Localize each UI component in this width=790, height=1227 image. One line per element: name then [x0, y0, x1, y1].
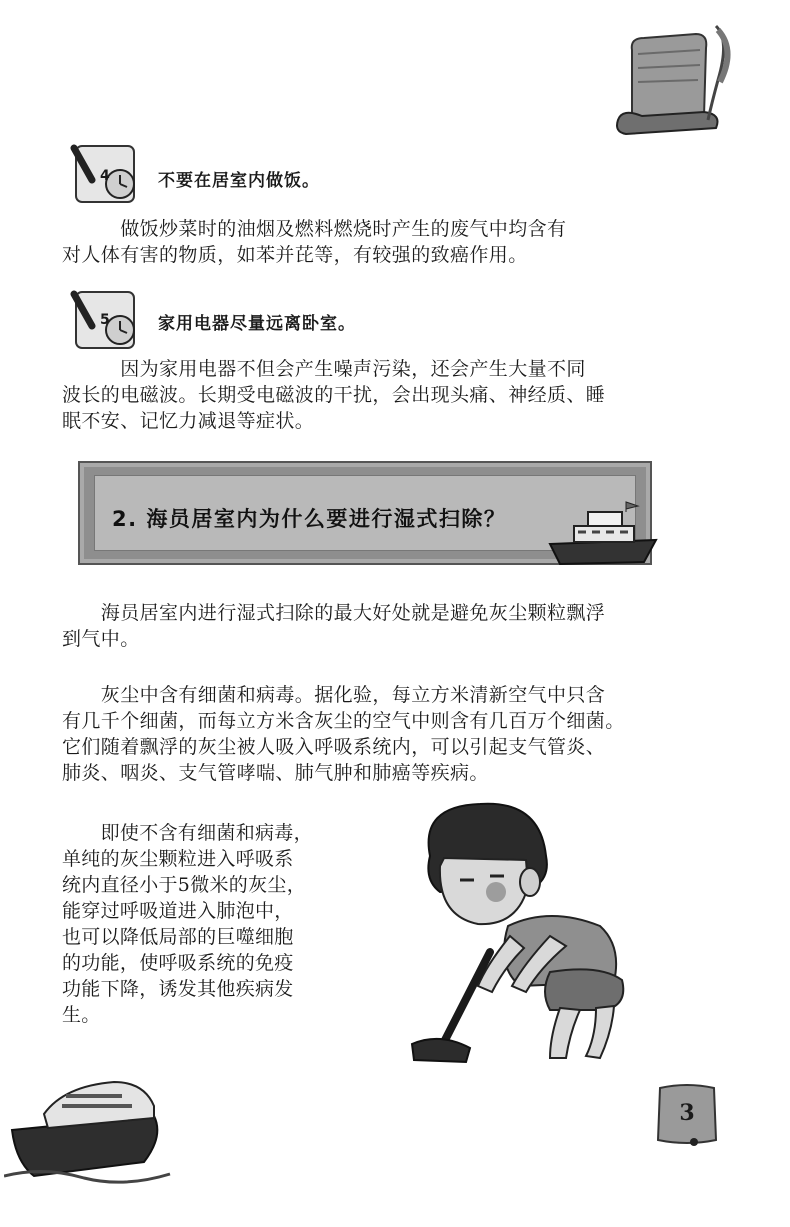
section-title: 2. 海员居室内为什么要进行湿式扫除？ [112, 507, 507, 531]
text-line: 统内直径小于5微米的灰尘， [62, 874, 306, 896]
item-body [62, 216, 670, 268]
text-line: 波长的电磁波。长期受电磁波的干扰，会出现头痛、神经质、睡 [62, 384, 606, 406]
text-line: 因为家用电器不但会产生噪声污染，还会产生大量不同 [62, 358, 586, 380]
page-number: 3 [679, 1100, 695, 1126]
text-line: 能穿过呼吸道进入肺泡中， [62, 900, 294, 922]
text-line: 眠不安、记忆力减退等症状。 [62, 410, 315, 432]
text-line: 功能下降，诱发其他疾病发 [62, 978, 294, 1000]
text-line: 对人体有害的物质，如苯并芘等，有较强的致癌作用。 [62, 244, 528, 266]
item-body [62, 356, 670, 434]
item-heading: 家用电器尽量远离卧室。 [158, 314, 356, 334]
text-line: 单纯的灰尘颗粒进入呼吸系 [62, 848, 294, 870]
text-line: 肺炎、咽炎、支气管哮喘、肺气肿和肺癌等疾病。 [62, 762, 489, 784]
text-line: 它们随着飘浮的灰尘被人吸入呼吸系统内，可以引起支气管炎、 [62, 736, 606, 758]
item-heading: 不要在居室内做饭。 [158, 171, 320, 191]
text-line: 有几千个细菌，而每立方米含灰尘的空气中则含有几百万个细菌。 [62, 710, 625, 732]
text-line: 海员居室内进行湿式扫除的最大好处就是避免灰尘颗粒飘浮 [62, 602, 606, 624]
paragraph [62, 682, 670, 786]
boy-sweeping-illustration [400, 796, 640, 1076]
side-paragraph [62, 820, 338, 1028]
page-number-card [654, 1082, 720, 1148]
yacht-icon [4, 1066, 174, 1186]
paragraph [62, 600, 670, 652]
text-line: 做饭炒菜时的油烟及燃料燃烧时产生的废气中均含有 [62, 218, 567, 240]
text-line: 的功能，使呼吸系统的免疫 [62, 952, 294, 974]
text-line: 生。 [62, 1004, 101, 1026]
item-number: 5 [100, 312, 110, 328]
text-line: 到气中。 [62, 628, 140, 650]
ship-icon [544, 500, 662, 568]
item-number: 4 [100, 168, 110, 184]
text-line: 即使不含有细菌和病毒， [62, 822, 313, 844]
text-line: 灰尘中含有细菌和病毒。据化验，每立方米清新空气中只含 [62, 684, 606, 706]
text-line: 也可以降低局部的巨噬细胞 [62, 926, 294, 948]
scroll-quill-icon [612, 20, 737, 138]
